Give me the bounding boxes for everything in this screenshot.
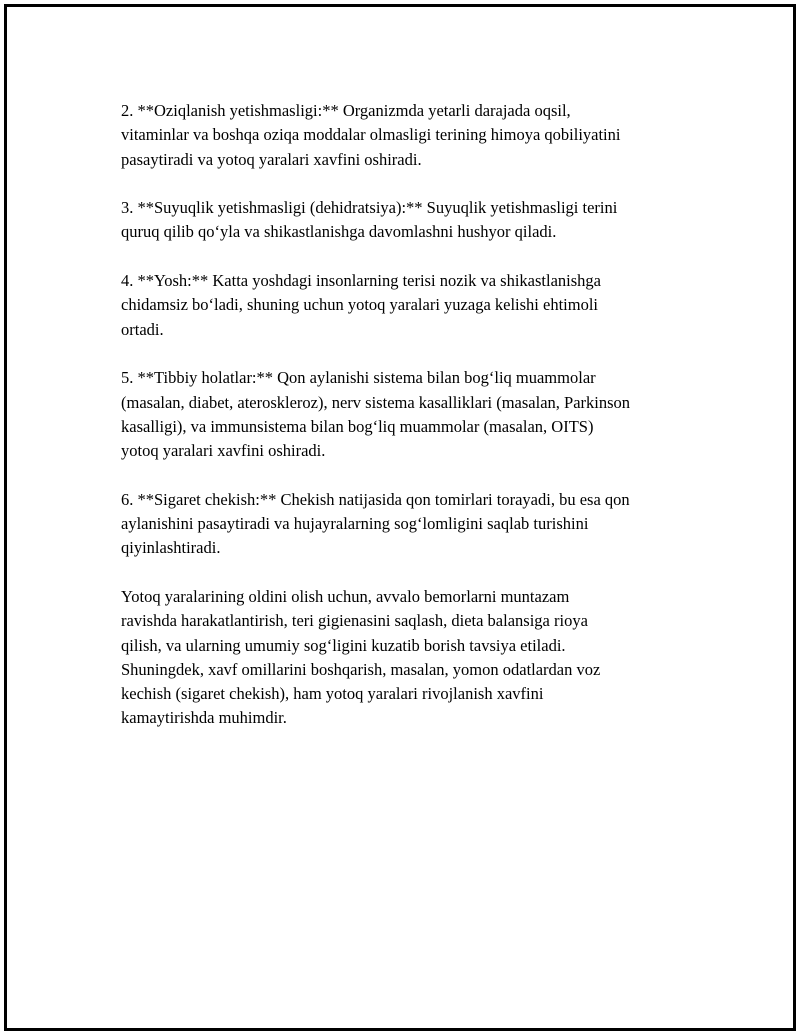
paragraph-age: 4. **Yosh:** Katta yoshdagi insonlarning terisi nozik va shikastlanishga chidamsiz bo‘ladi, shuning uchun yotoq yaralari yuzaga kelishi ehtimoli ortadi. [121,271,601,339]
paragraph-dehydration: 3. **Suyuqlik yetishmasligi (dehidratsiya):** Suyuqlik yetishmasligi terini quruq qilib qo‘yla va shikastlanishga davomlashni hushyor qiladi. [121,198,618,242]
paragraph-medical-conditions: 5. **Tibbiy holatlar:** Qon aylanishi sistema bilan bog‘liq muammolar (masalan, diabet, ateroskleroz), nerv sistema kasalliklari (masalan, Parkinson kasalligi), va immunsistema bilan bog‘liq muammolar (masalan, OITS) yotoq yaralari xavfini oshiradi. [121,368,631,461]
paragraph-malnutrition: 2. **Oziqlanish yetishmasligi:** Organizmda yetarli darajada oqsil, vitaminlar va boshqa oziqa moddalar olmasligi terining himoya qobiliyatini pasaytiradi va yotoq yaralari xavfini oshiradi. [121,101,621,169]
document-body [121,99,701,731]
paragraph-smoking: 6. **Sigaret chekish:** Chekish natijasida qon tomirlari torayadi, bu esa qon aylanishini pasaytiradi va hujayralarning sog‘lomligini saqlab turishini qiyinlashtiradi. [121,489,630,558]
paragraph-prevention: Yotoq yaralarining oldini olish uchun, avvalo bemorlarni muntazam ravishda harakatlantirish, teri gigienasini saqlash, dieta balansiga rioya qilish, va ularning umumiy sog‘ligini kuzatib borish tavsiya etiladi. Shuningdek, xavf omillarini boshqarish, masalan, yomon odatlardan voz kechish (sigaret chekish), ham yotoq yaralari rivojlanish xavfini kamaytirishda muhimdir. [121,586,601,728]
page-frame [4,4,796,1031]
